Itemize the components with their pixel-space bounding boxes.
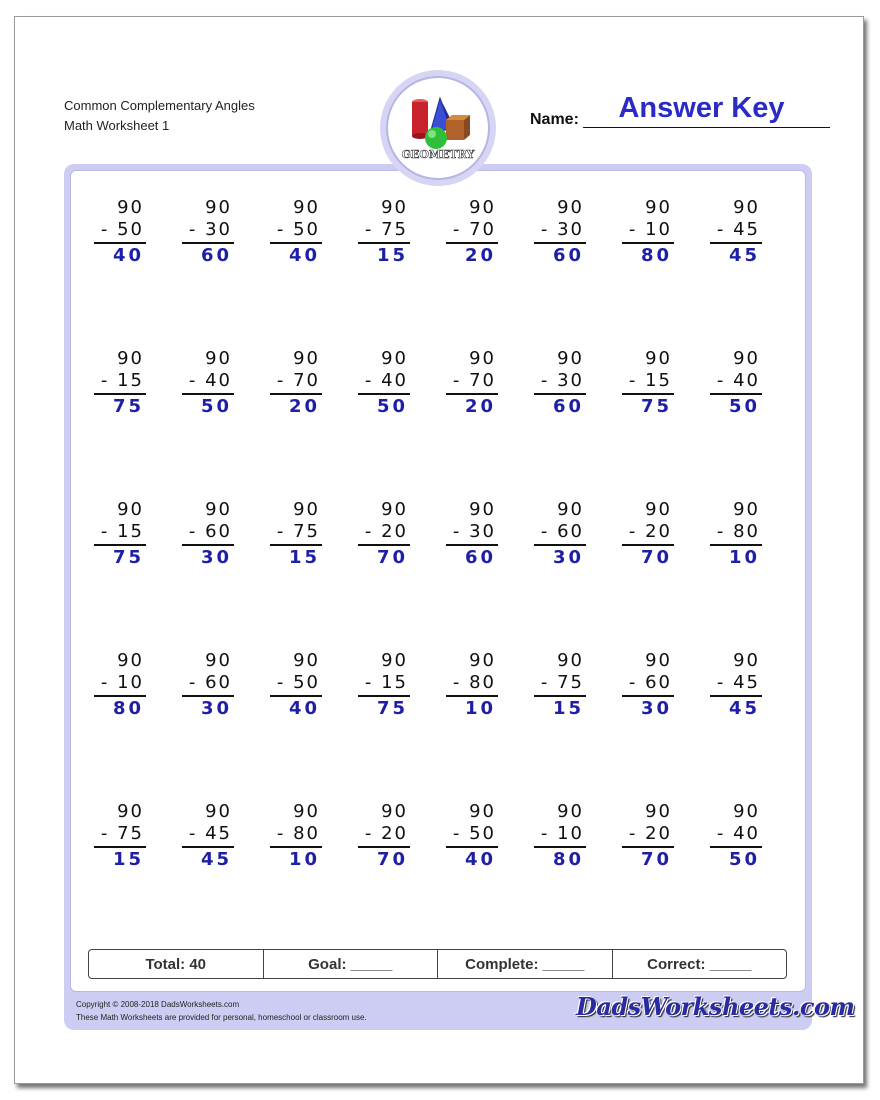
answer: 60 bbox=[200, 245, 232, 266]
problem-item bbox=[358, 348, 410, 419]
subtrahend: - 75 bbox=[276, 521, 320, 542]
problem-item bbox=[534, 801, 586, 872]
minuend: 90 bbox=[733, 348, 760, 369]
worksheet-title: Common Complementary Angles bbox=[64, 98, 255, 113]
name-line bbox=[583, 127, 830, 128]
minuend: 90 bbox=[381, 801, 408, 822]
logo-text: GEOMETRY bbox=[401, 148, 475, 161]
subtrahend: - 40 bbox=[716, 823, 760, 844]
answer: 75 bbox=[112, 547, 144, 568]
problem-item bbox=[270, 499, 322, 570]
subtrahend: - 45 bbox=[188, 823, 232, 844]
subtrahend: - 70 bbox=[452, 219, 496, 240]
minuend: 90 bbox=[293, 197, 320, 218]
subtrahend: - 50 bbox=[276, 219, 320, 240]
problem-item bbox=[270, 650, 322, 721]
answer: 10 bbox=[288, 849, 320, 870]
subtrahend: - 50 bbox=[276, 672, 320, 693]
problem-item bbox=[622, 499, 674, 570]
minuend: 90 bbox=[469, 197, 496, 218]
subtrahend: - 10 bbox=[540, 823, 584, 844]
answer: 80 bbox=[640, 245, 672, 266]
minuend: 90 bbox=[469, 348, 496, 369]
answer: 30 bbox=[640, 698, 672, 719]
subtrahend: - 30 bbox=[540, 219, 584, 240]
subtrahend: - 40 bbox=[364, 370, 408, 391]
answer: 70 bbox=[376, 547, 408, 568]
problem-item bbox=[622, 348, 674, 419]
correct-cell: Correct: _____ bbox=[647, 956, 752, 973]
logo-ring bbox=[386, 76, 490, 180]
problem-item bbox=[94, 801, 146, 872]
answer: 20 bbox=[464, 245, 496, 266]
copyright-text: Copyright © 2008-2018 DadsWorksheets.com bbox=[76, 1000, 240, 1009]
answer: 80 bbox=[112, 698, 144, 719]
subtrahend: - 20 bbox=[628, 823, 672, 844]
minuend: 90 bbox=[645, 801, 672, 822]
answer: 50 bbox=[376, 396, 408, 417]
subtrahend: - 10 bbox=[628, 219, 672, 240]
total-cell: Total: 40 bbox=[89, 950, 264, 978]
problem-item bbox=[446, 197, 498, 268]
answer: 40 bbox=[112, 245, 144, 266]
problem-item bbox=[94, 348, 146, 419]
footer-notice bbox=[76, 998, 367, 1024]
minuend: 90 bbox=[645, 197, 672, 218]
answer: 30 bbox=[200, 698, 232, 719]
answer: 70 bbox=[376, 849, 408, 870]
minuend: 90 bbox=[293, 348, 320, 369]
minuend: 90 bbox=[205, 348, 232, 369]
problem-item bbox=[446, 650, 498, 721]
problem-item bbox=[446, 801, 498, 872]
answer: 15 bbox=[288, 547, 320, 568]
minuend: 90 bbox=[293, 650, 320, 671]
subtrahend: - 15 bbox=[100, 370, 144, 391]
problem-item bbox=[94, 499, 146, 570]
subtrahend: - 80 bbox=[452, 672, 496, 693]
minuend: 90 bbox=[557, 197, 584, 218]
problem-item bbox=[270, 197, 322, 268]
brand-logo: DadsWorksheets.com bbox=[576, 992, 855, 1021]
geometry-logo bbox=[380, 70, 496, 186]
minuend: 90 bbox=[645, 499, 672, 520]
score-summary bbox=[88, 949, 787, 979]
problem-item bbox=[358, 197, 410, 268]
name-label: Name: bbox=[530, 111, 579, 128]
problem-item bbox=[182, 197, 234, 268]
minuend: 90 bbox=[557, 650, 584, 671]
problem-item bbox=[270, 348, 322, 419]
subtrahend: - 60 bbox=[188, 672, 232, 693]
subtrahend: - 70 bbox=[452, 370, 496, 391]
problem-item bbox=[534, 348, 586, 419]
problem-item bbox=[710, 801, 762, 872]
answer: 15 bbox=[112, 849, 144, 870]
problem-item bbox=[534, 197, 586, 268]
answer: 40 bbox=[464, 849, 496, 870]
subtrahend: - 20 bbox=[628, 521, 672, 542]
answer: 40 bbox=[288, 698, 320, 719]
minuend: 90 bbox=[645, 348, 672, 369]
minuend: 90 bbox=[117, 348, 144, 369]
answer: 10 bbox=[464, 698, 496, 719]
problem-item bbox=[446, 348, 498, 419]
answer: 30 bbox=[200, 547, 232, 568]
minuend: 90 bbox=[117, 801, 144, 822]
minuend: 90 bbox=[469, 650, 496, 671]
problem-item bbox=[622, 197, 674, 268]
minuend: 90 bbox=[293, 499, 320, 520]
worksheet-subtitle: Math Worksheet 1 bbox=[64, 118, 170, 133]
minuend: 90 bbox=[205, 801, 232, 822]
answer: 60 bbox=[464, 547, 496, 568]
problem-item bbox=[358, 801, 410, 872]
problem-item bbox=[94, 197, 146, 268]
problem-item bbox=[358, 499, 410, 570]
minuend: 90 bbox=[205, 650, 232, 671]
minuend: 90 bbox=[381, 499, 408, 520]
problem-frame bbox=[64, 164, 812, 1030]
answer: 45 bbox=[200, 849, 232, 870]
subtrahend: - 15 bbox=[628, 370, 672, 391]
answer: 75 bbox=[640, 396, 672, 417]
problem-item bbox=[270, 801, 322, 872]
answer: 30 bbox=[552, 547, 584, 568]
answer: 50 bbox=[728, 396, 760, 417]
answer: 75 bbox=[112, 396, 144, 417]
minuend: 90 bbox=[381, 348, 408, 369]
answer: 50 bbox=[200, 396, 232, 417]
answer: 20 bbox=[288, 396, 320, 417]
answer: 70 bbox=[640, 849, 672, 870]
problem-item bbox=[182, 499, 234, 570]
subtrahend: - 30 bbox=[188, 219, 232, 240]
subtrahend: - 60 bbox=[628, 672, 672, 693]
problem-item bbox=[534, 499, 586, 570]
goal-cell: Goal: _____ bbox=[264, 950, 439, 978]
problem-item bbox=[710, 348, 762, 419]
minuend: 90 bbox=[381, 197, 408, 218]
subtrahend: - 20 bbox=[364, 823, 408, 844]
minuend: 90 bbox=[733, 650, 760, 671]
answer: 70 bbox=[640, 547, 672, 568]
problem-item bbox=[182, 650, 234, 721]
worksheet-header bbox=[64, 96, 255, 136]
answer: 80 bbox=[552, 849, 584, 870]
subtrahend: - 40 bbox=[188, 370, 232, 391]
subtrahend: - 30 bbox=[540, 370, 584, 391]
subtrahend: - 75 bbox=[364, 219, 408, 240]
subtrahend: - 75 bbox=[540, 672, 584, 693]
minuend: 90 bbox=[205, 499, 232, 520]
answer: 15 bbox=[376, 245, 408, 266]
problem-item bbox=[710, 650, 762, 721]
minuend: 90 bbox=[117, 197, 144, 218]
minuend: 90 bbox=[381, 650, 408, 671]
answer: 10 bbox=[728, 547, 760, 568]
answer: 15 bbox=[552, 698, 584, 719]
usage-notice: These Math Worksheets are provided for personal, homeschool or classroom use. bbox=[76, 1013, 367, 1022]
minuend: 90 bbox=[469, 499, 496, 520]
problem-item bbox=[182, 348, 234, 419]
answer: 60 bbox=[552, 245, 584, 266]
subtrahend: - 80 bbox=[276, 823, 320, 844]
subtrahend: - 60 bbox=[188, 521, 232, 542]
answer: 50 bbox=[728, 849, 760, 870]
minuend: 90 bbox=[733, 801, 760, 822]
minuend: 90 bbox=[557, 348, 584, 369]
minuend: 90 bbox=[733, 197, 760, 218]
problem-item bbox=[710, 197, 762, 268]
subtrahend: - 30 bbox=[452, 521, 496, 542]
problem-area bbox=[70, 170, 806, 992]
answer: 60 bbox=[552, 396, 584, 417]
problem-item bbox=[534, 650, 586, 721]
subtrahend: - 20 bbox=[364, 521, 408, 542]
minuend: 90 bbox=[557, 499, 584, 520]
minuend: 90 bbox=[645, 650, 672, 671]
subtrahend: - 15 bbox=[100, 521, 144, 542]
problem-item bbox=[446, 499, 498, 570]
complete-cell: Complete: _____ bbox=[438, 950, 613, 978]
answer: 75 bbox=[376, 698, 408, 719]
subtrahend: - 75 bbox=[100, 823, 144, 844]
answer: 40 bbox=[288, 245, 320, 266]
problem-item bbox=[710, 499, 762, 570]
answer: 20 bbox=[464, 396, 496, 417]
subtrahend: - 10 bbox=[100, 672, 144, 693]
name-value: Answer Key bbox=[618, 92, 785, 124]
problem-item bbox=[358, 650, 410, 721]
answer: 45 bbox=[728, 245, 760, 266]
subtrahend: - 80 bbox=[716, 521, 760, 542]
subtrahend: - 40 bbox=[716, 370, 760, 391]
subtrahend: - 70 bbox=[276, 370, 320, 391]
subtrahend: - 60 bbox=[540, 521, 584, 542]
subtrahend: - 45 bbox=[716, 672, 760, 693]
subtrahend: - 45 bbox=[716, 219, 760, 240]
minuend: 90 bbox=[293, 801, 320, 822]
problem-item bbox=[94, 650, 146, 721]
problem-item bbox=[622, 650, 674, 721]
geometry-shapes-icon bbox=[388, 78, 488, 178]
subtrahend: - 50 bbox=[452, 823, 496, 844]
subtrahend: - 15 bbox=[364, 672, 408, 693]
minuend: 90 bbox=[557, 801, 584, 822]
minuend: 90 bbox=[117, 499, 144, 520]
problem-item bbox=[622, 801, 674, 872]
subtrahend: - 50 bbox=[100, 219, 144, 240]
answer: 45 bbox=[728, 698, 760, 719]
minuend: 90 bbox=[469, 801, 496, 822]
minuend: 90 bbox=[733, 499, 760, 520]
problem-item bbox=[182, 801, 234, 872]
minuend: 90 bbox=[205, 197, 232, 218]
minuend: 90 bbox=[117, 650, 144, 671]
